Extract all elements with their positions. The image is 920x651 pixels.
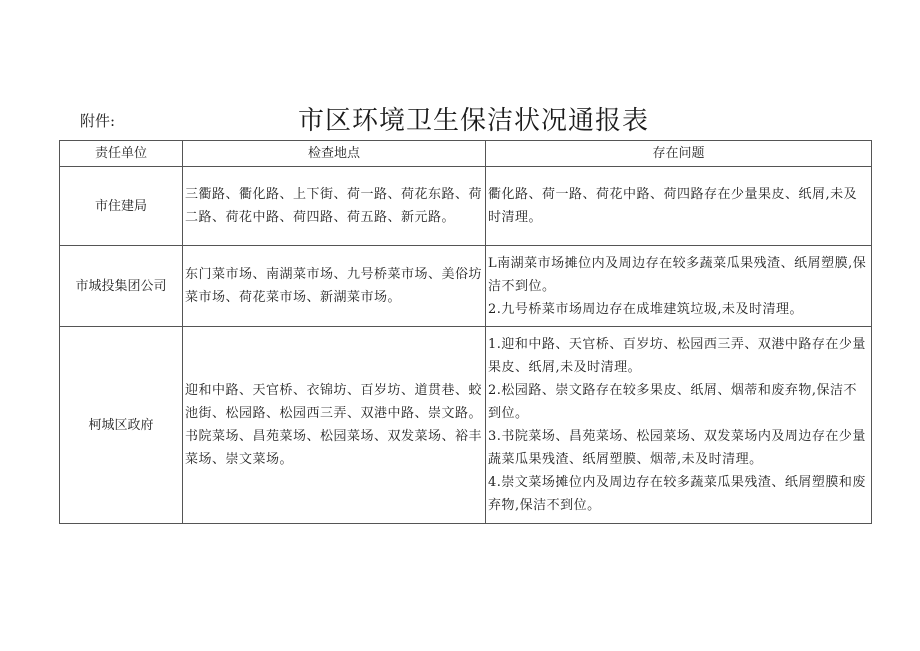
table-header-row (60, 141, 872, 167)
issue-cell (486, 327, 872, 524)
issue-item: 2.松园路、崇文路存在较多果皮、纸屑、烟蒂和废弃物,保洁不到位。 (488, 383, 858, 421)
attachment-label: 附件: (80, 112, 116, 130)
page-title: 市区环境卫生保洁状况通报表 (298, 106, 650, 136)
issue-item: 1.迎和中路、天官桥、百岁坊、松园西三弄、双港中路存在少量果皮、纸屑,未及时清理。 (488, 337, 866, 375)
issue-item: 3.书院菜场、昌苑菜场、松园菜场、双发菜场内及周边存在少量蔬菜瓜果残渣、纸屑塑膜、烟蒂,未及时清理。 (488, 429, 866, 467)
location-cell: 三衢路、衢化路、上下街、荷一路、荷花东路、荷二路、荷花中路、荷四路、荷五路、新元路。 (183, 167, 486, 246)
unit-cell: 柯城区政府 (60, 327, 183, 524)
unit-cell: 市住建局 (60, 167, 183, 246)
issue-item: L南湖菜市场摊位内及周边存在较多蔬菜瓜果残渣、纸屑塑膜,保洁不到位。 (488, 255, 867, 294)
issue-item: 衢化路、荷一路、荷花中路、荷四路存在少量果皮、纸屑,未及时清理。 (488, 187, 858, 225)
column-header-location: 检查地点 (183, 141, 486, 167)
issue-cell (486, 246, 872, 327)
location-cell: 东门菜市场、南湖菜市场、九号桥菜市场、美俗坊菜市场、荷花菜市场、新湖菜市场。 (183, 246, 486, 327)
unit-cell: 市城投集团公司 (60, 246, 183, 327)
column-header-issue: 存在问题 (486, 141, 872, 167)
report-table (59, 140, 872, 524)
issue-item: 2.九号桥菜市场周边存在成堆建筑垃圾,未及时清理。 (488, 301, 804, 317)
column-header-unit: 责任单位 (60, 141, 183, 167)
issue-cell (486, 167, 872, 246)
table-row (60, 167, 872, 246)
issue-item: 4.崇文菜场摊位内及周边存在较多蔬菜瓜果残渣、纸屑塑膜和废弃物,保洁不到位。 (488, 475, 866, 513)
table-row (60, 246, 872, 327)
location-cell: 迎和中路、天官桥、衣锦坊、百岁坊、道贯巷、蛟池街、松园路、松园西三弄、双港中路、崇文路。书院菜场、昌苑菜场、松园菜场、双发菜场、裕丰菜场、崇文菜场。 (183, 327, 486, 524)
table-row (60, 327, 872, 524)
